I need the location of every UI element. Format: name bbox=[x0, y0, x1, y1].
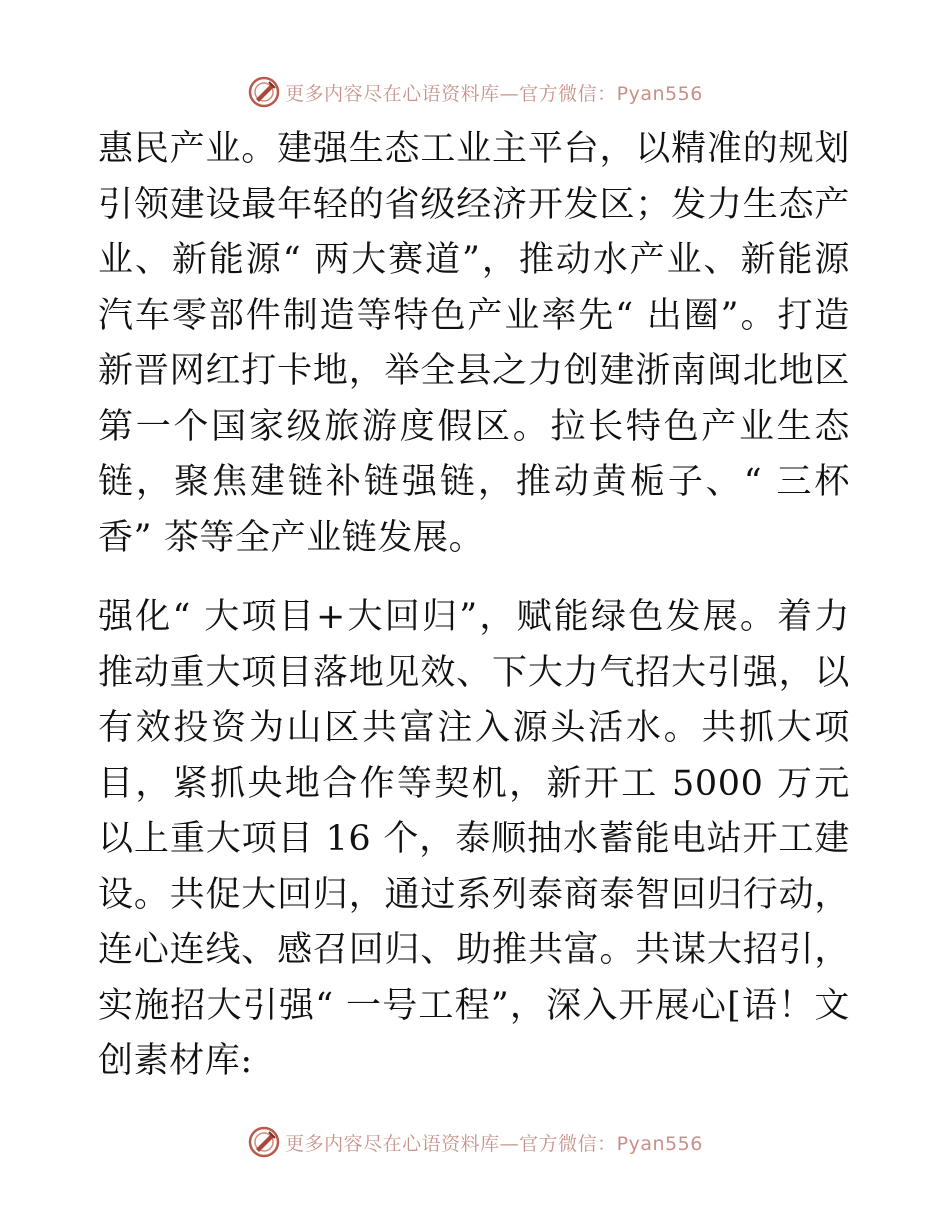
body-paragraph: 强化“ 大项目+大回归”，赋能绿色发展。着力推动重大项目落地见效、下大力气招大引强，以有效投资为山区共富注入源头活水。共抓大项目，紧抓央地合作等契机，新开工 5000 万元以上重大项目 16 个，泰顺抽水蓄能电站开工建设。共促大回归，通过系列泰商泰智回归行动，连心连线、感召回归、助推共富。共谋大招引，实施招大引强“ 一号工程”，深入开展心[语！文创素材库: bbox=[98, 597, 850, 1081]
footer-banner-handle: Pyan556 bbox=[616, 1132, 703, 1155]
header-banner bbox=[0, 72, 950, 112]
body-paragraph: 惠民产业。建强生态工业主平台，以精准的规划引领建设最年轻的省级经济开发区；发力生态产业、新能源“ 两大赛道”，推动水产业、新能源汽车零部件制造等特色产业率先“ 出圈”。打造新晋网红打卡地，举全县之力创建浙南闽北地区第一个国家级旅游度假区。拉长特色产业生态链，聚焦建链补链强链，推动黄栀子、“ 三杯香” 茶等全产业链发展。 bbox=[98, 129, 850, 558]
seal-logo-icon bbox=[247, 75, 281, 109]
document-body bbox=[98, 122, 850, 1090]
seal-logo-icon bbox=[247, 1125, 281, 1159]
footer-banner-text: 更多内容尽在心语资料库—官方微信：Pyan556 bbox=[285, 1132, 703, 1155]
header-banner-handle: Pyan556 bbox=[616, 82, 703, 105]
footer-banner bbox=[0, 1122, 950, 1162]
header-banner-text: 更多内容尽在心语资料库—官方微信：Pyan556 bbox=[285, 82, 703, 105]
